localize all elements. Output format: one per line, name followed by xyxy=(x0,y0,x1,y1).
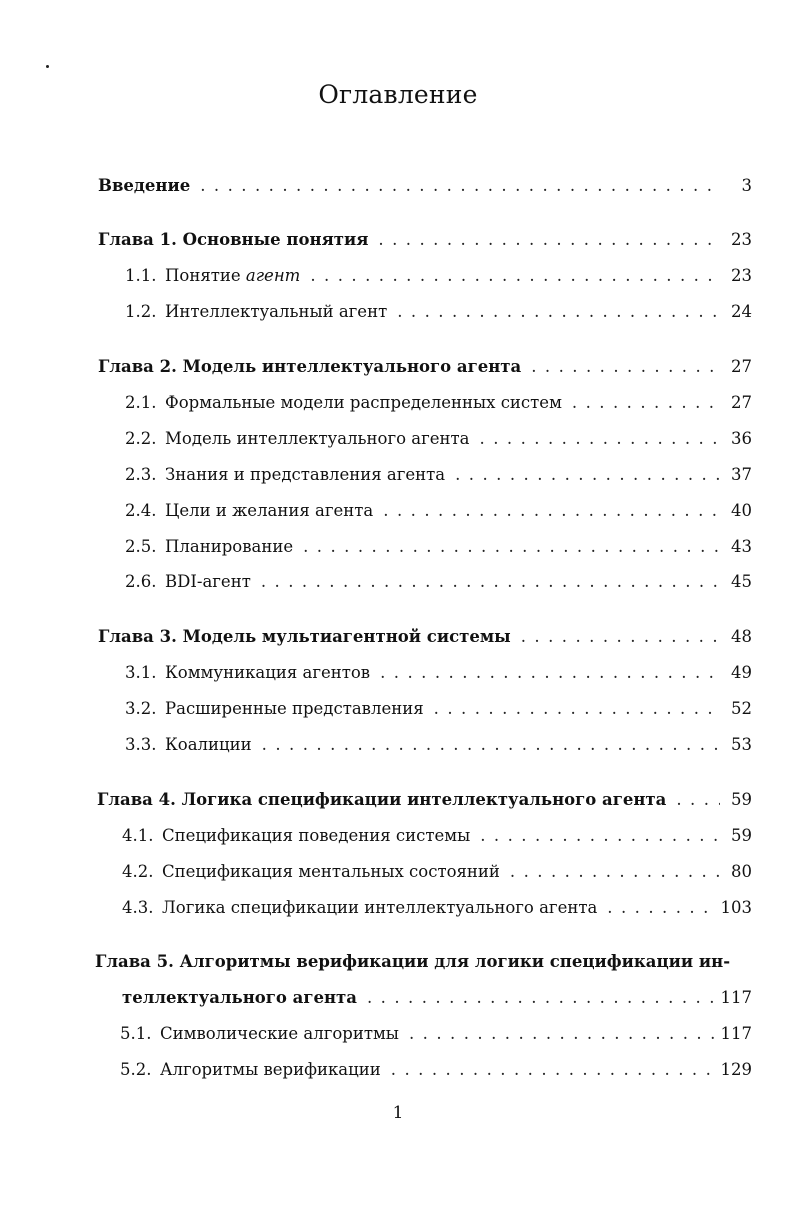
toc-entry-label-emphasis: агент xyxy=(245,266,301,285)
dot-leader xyxy=(480,825,720,847)
toc-section-4-2[interactable] xyxy=(122,861,752,883)
toc-page-number: 24 xyxy=(731,302,752,321)
toc-page-number: 37 xyxy=(731,465,752,484)
toc-entry-label: Спецификация поведения системы xyxy=(162,826,471,845)
toc-entry-label: Спецификация ментальных состояний xyxy=(162,862,500,881)
toc-section-2-2[interactable] xyxy=(125,428,752,450)
toc-chapter-5-line1[interactable]: Глава 5. Алгоритмы верификации для логики спецификации ин- xyxy=(95,952,731,971)
section-number: 4.3. xyxy=(122,898,154,917)
toc-page-number: 27 xyxy=(731,357,752,376)
toc-section-1-1[interactable] xyxy=(125,265,752,287)
section-number: 2.6. xyxy=(125,572,157,591)
dot-leader xyxy=(455,464,720,486)
toc-section-3-3[interactable] xyxy=(125,734,752,756)
toc-entry-label: Формальные модели распределенных систем xyxy=(165,393,562,412)
toc-section-2-4[interactable] xyxy=(125,500,752,522)
dot-leader xyxy=(434,698,720,720)
toc-page-number: 52 xyxy=(731,699,752,718)
toc-section-4-3[interactable] xyxy=(122,897,752,919)
toc-page-number: 59 xyxy=(731,826,752,845)
toc-page-number: 3 xyxy=(741,176,752,195)
dot-leader xyxy=(480,428,721,450)
toc-page-number: 45 xyxy=(731,572,752,591)
page-title: Оглавление xyxy=(318,80,478,109)
dot-leader xyxy=(510,861,720,883)
dot-leader xyxy=(383,500,720,522)
toc-page-number: 27 xyxy=(731,393,752,412)
toc-section-5-2[interactable] xyxy=(120,1059,752,1081)
toc-page-number: 103 xyxy=(720,898,752,917)
section-number: 5.1. xyxy=(120,1024,152,1043)
toc-entry-label: Символические алгоритмы xyxy=(160,1024,399,1043)
toc-section-2-5[interactable] xyxy=(125,536,752,558)
toc-chapter-5[interactable] xyxy=(122,987,752,1009)
dot-leader xyxy=(409,1023,715,1045)
toc-entry-label: Логика спецификации интеллектуального агента xyxy=(162,898,598,917)
section-number: 3.2. xyxy=(125,699,157,718)
toc-page-number: 48 xyxy=(731,627,752,646)
toc-entry-label: Цели и желания агента xyxy=(165,501,374,520)
dot-leader xyxy=(378,229,720,251)
toc-entry-label: Знания и представления агента xyxy=(165,465,446,484)
toc-section-4-1[interactable] xyxy=(122,825,752,847)
toc-page-number: 59 xyxy=(731,790,752,809)
dot-leader xyxy=(572,392,720,414)
section-number: 4.1. xyxy=(122,826,154,845)
toc-entry-label: Понятие xyxy=(165,266,241,285)
dot-leader xyxy=(380,662,720,684)
section-number: 3.1. xyxy=(125,663,157,682)
toc-section-1-2[interactable] xyxy=(125,301,752,323)
toc-entry-label: Расширенные представления xyxy=(165,699,424,718)
section-number: 5.2. xyxy=(120,1060,152,1079)
toc-entry-label: Глава 4. Логика спецификации интеллектуального агента xyxy=(97,790,667,809)
dot-leader xyxy=(531,356,720,378)
toc-entry-label: Глава 3. Модель мультиагентной системы xyxy=(98,627,511,646)
section-number: 1.2. xyxy=(125,302,157,321)
toc-page-number: 49 xyxy=(731,663,752,682)
toc-entry-label: Глава 1. Основные понятия xyxy=(98,230,369,249)
dot-leader xyxy=(262,734,720,756)
toc-chapter-3[interactable] xyxy=(98,626,752,648)
toc-chapter-2[interactable] xyxy=(98,356,752,378)
toc-section-2-6[interactable] xyxy=(125,571,752,593)
toc-page-number: 36 xyxy=(731,429,752,448)
toc-chapter-4[interactable] xyxy=(97,789,752,811)
toc-section-2-1[interactable] xyxy=(125,392,752,414)
section-number: 4.2. xyxy=(122,862,154,881)
toc-entry-label: BDI-агент xyxy=(165,572,251,591)
toc-section-5-1[interactable] xyxy=(120,1023,752,1045)
dot-leader xyxy=(607,897,714,919)
toc-entry-label: Коммуникация агентов xyxy=(165,663,371,682)
toc-chapter-1[interactable] xyxy=(98,229,752,251)
dot-leader xyxy=(367,987,715,1009)
dot-leader xyxy=(261,571,720,593)
toc-entry-intro[interactable] xyxy=(98,175,752,197)
toc-entry-label: Интеллектуальный агент xyxy=(165,302,388,321)
dot-leader xyxy=(676,789,720,811)
toc-page-number: 43 xyxy=(731,537,752,556)
section-number: 2.5. xyxy=(125,537,157,556)
section-number: 2.4. xyxy=(125,501,157,520)
toc-section-2-3[interactable] xyxy=(125,464,752,486)
toc-page-number: 53 xyxy=(731,735,752,754)
toc-entry-label: Глава 2. Модель интеллектуального агента xyxy=(98,357,522,376)
page-number-footer: 1 xyxy=(392,1103,404,1123)
toc-entry-label: Модель интеллектуального агента xyxy=(165,429,470,448)
toc-page-number: 117 xyxy=(720,1024,752,1043)
toc-page-number: 23 xyxy=(731,266,752,285)
dot-leader xyxy=(303,536,720,558)
toc-entry-label: теллектуального агента xyxy=(122,988,357,1007)
toc-entry-label: Алгоритмы верификации xyxy=(160,1060,381,1079)
toc-entry-label: Планирование xyxy=(165,537,294,556)
section-number: 2.1. xyxy=(125,393,157,412)
dot-leader xyxy=(200,175,720,197)
toc-page-number: 23 xyxy=(731,230,752,249)
toc-page-number: 40 xyxy=(731,501,752,520)
section-number: 2.3. xyxy=(125,465,157,484)
dot-leader xyxy=(391,1059,715,1081)
toc-entry-label: Коалиции xyxy=(165,735,252,754)
section-number: 2.2. xyxy=(125,429,157,448)
toc-section-3-1[interactable] xyxy=(125,662,752,684)
dot-leader xyxy=(521,626,720,648)
toc-page-number: 80 xyxy=(731,862,752,881)
toc-section-3-2[interactable] xyxy=(125,698,752,720)
toc-entry-label: Введение xyxy=(98,176,191,195)
toc-page-number: 117 xyxy=(720,988,752,1007)
toc-page-number: 129 xyxy=(720,1060,752,1079)
dot-leader xyxy=(397,301,720,323)
dot-leader xyxy=(310,265,720,287)
section-number: 3.3. xyxy=(125,735,157,754)
section-number: 1.1. xyxy=(125,266,157,285)
